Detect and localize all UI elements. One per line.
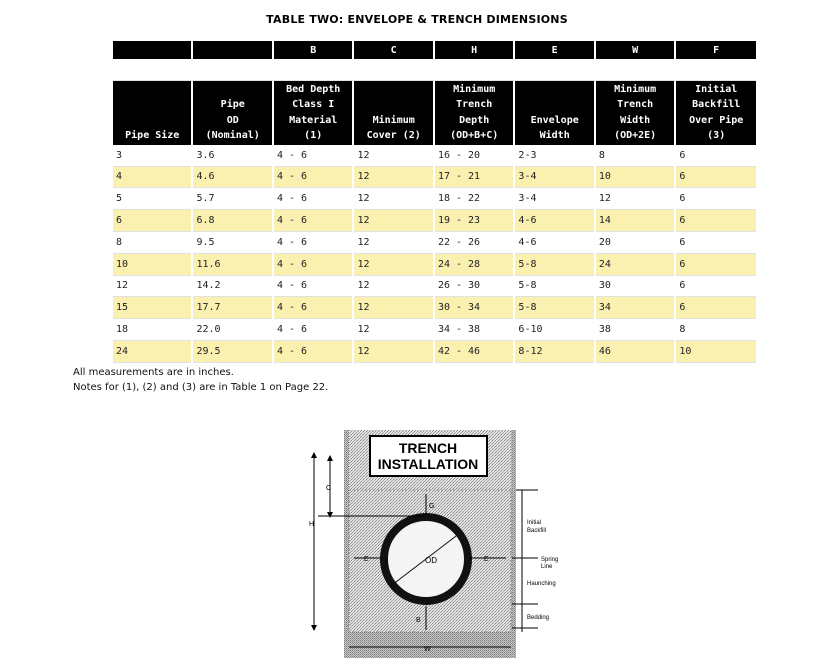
table-cell: 17 - 21 [435,167,513,189]
table-cell: 14.2 [193,276,271,298]
e-left-label: E [364,556,369,563]
table-cell: 4 - 6 [274,319,352,341]
table-cell: 11.6 [193,254,271,276]
diagram-title-line1: TRENCH [398,440,458,456]
table-cell: 24 [596,254,674,276]
table-cell: 4 - 6 [274,167,352,189]
table-cell: 4 - 6 [274,297,352,319]
column-header-line: Over Pipe [689,114,744,126]
table-row [113,297,756,319]
table-row [113,254,756,276]
table-row [113,232,756,254]
od-label: OD [425,556,437,565]
table-cell: 3.6 [193,145,271,167]
table-cell: 6 [676,145,756,167]
table-row [113,319,756,341]
note-units: All measurements are in inches. [73,367,234,378]
table-cell: 14 [596,210,674,232]
column-header-line: Cover (2) [366,130,421,142]
table-cell: 4-6 [515,210,593,232]
column-letter-row [113,41,756,59]
table-cell: 30 [596,276,674,298]
column-header-line: Envelope [530,114,579,126]
table-cell: 6 [676,276,756,298]
table-cell: 12 [113,276,191,298]
table-row [113,276,756,298]
b-label: B [416,617,421,624]
table-cell: 4-6 [515,232,593,254]
diagram-title-line2: INSTALLATION [377,456,479,472]
w-label: W [424,646,431,653]
table-cell: 6 [676,210,756,232]
column-header [113,81,191,145]
column-letter: W [596,41,674,59]
column-header-line: Initial [695,83,738,95]
trench-diagram-svg [306,428,586,658]
table-cell: 22.0 [193,319,271,341]
table-cell: 8 [676,319,756,341]
table-cell: 34 [596,297,674,319]
table-cell: 5-8 [515,297,593,319]
table-cell: 6.8 [193,210,271,232]
table-cell: 12 [354,319,432,341]
table-cell: 22 - 26 [435,232,513,254]
table-cell: 10 [676,341,756,363]
column-letter [113,41,191,59]
column-letter: E [515,41,593,59]
table-row [113,145,756,167]
spring-line-label-1: Spring [541,557,559,563]
g-label: G [429,503,435,510]
column-header-line: (1) [304,130,323,142]
table-cell: 24 [113,341,191,363]
note-reference: Notes for (1), (2) and (3) are in Table 1 on Page 22. [73,382,329,393]
table-cell: 9.5 [193,232,271,254]
table-cell: 6 [676,188,756,210]
table-cell: 6 [676,297,756,319]
table-cell: 12 [354,276,432,298]
column-header-line: Minimum [614,83,657,95]
column-header [274,81,352,145]
column-header-line: Minimum [453,83,496,95]
table-cell: 12 [354,254,432,276]
column-header [435,81,513,145]
bedding-label: Bedding [527,615,550,621]
table-cell: 12 [354,188,432,210]
table-cell: 4.6 [193,167,271,189]
column-header-line: OD [226,114,239,126]
table-cell: 8 [113,232,191,254]
table-cell: 10 [596,167,674,189]
column-header-line: Width [539,130,570,142]
table-cell: 18 - 22 [435,188,513,210]
column-letter: B [274,41,352,59]
column-header-line: Width [620,114,651,126]
column-header-line: Trench [456,99,493,111]
column-header-line: Material [289,114,338,126]
table-cell: 4 - 6 [274,188,352,210]
table-cell: 4 - 6 [274,276,352,298]
table-cell: 6-10 [515,319,593,341]
table-cell: 4 - 6 [274,210,352,232]
c-label: C [326,485,332,492]
table-cell: 5-8 [515,254,593,276]
table-cell: 26 - 30 [435,276,513,298]
column-header-line: Backfill [692,99,741,111]
table-row [113,341,756,363]
table-cell: 4 - 6 [274,145,352,167]
table-cell: 8-12 [515,341,593,363]
table-cell: 12 [596,188,674,210]
table-cell: 12 [354,167,432,189]
e-right-label: E [484,556,489,563]
column-header-line: (3) [707,130,726,142]
table-cell: 29.5 [193,341,271,363]
table-cell: 12 [354,232,432,254]
column-header-line: Pipe Size [125,130,180,142]
column-header [354,81,432,145]
table-title: TABLE TWO: ENVELOPE & TRENCH DIMENSIONS [266,13,568,26]
table-row [113,210,756,232]
spring-line-label-2: Line [541,564,553,570]
table-cell: 6 [676,254,756,276]
column-header [676,81,756,145]
table-cell: 6 [676,167,756,189]
table-row [113,188,756,210]
column-header-line: Pipe [220,99,245,111]
column-letter: H [435,41,513,59]
column-header-line: Bed Depth [286,83,341,95]
table-cell: 12 [354,145,432,167]
column-header-line: Depth [459,114,490,126]
initial-backfill-label-1: Initial [527,520,542,526]
table-cell: 12 [354,210,432,232]
column-header-line: Minimum [372,114,415,126]
table-cell: 12 [354,341,432,363]
table-cell: 5 [113,188,191,210]
column-header-line: Class I [292,99,335,111]
column-letter [193,41,271,59]
table-cell: 4 - 6 [274,232,352,254]
table-cell: 20 [596,232,674,254]
h-label: H [309,521,315,528]
column-header-line: Trench [617,99,654,111]
table-cell: 24 - 28 [435,254,513,276]
column-header [596,81,674,145]
table-cell: 17.7 [193,297,271,319]
column-letter: F [676,41,756,59]
table-cell: 30 - 34 [435,297,513,319]
table-cell: 10 [113,254,191,276]
table-cell: 16 - 20 [435,145,513,167]
column-header-line: (Nominal) [205,130,260,142]
column-header-line: (OD+2E) [614,130,657,142]
table-cell: 4 - 6 [274,341,352,363]
trench-installation-diagram [306,428,586,662]
table-cell: 15 [113,297,191,319]
column-header [193,81,271,145]
initial-backfill-label-2: Backfill [527,528,547,534]
table-cell: 18 [113,319,191,341]
table-cell: 42 - 46 [435,341,513,363]
table-cell: 6 [676,232,756,254]
table-row [113,167,756,189]
table-cell: 2-3 [515,145,593,167]
table-cell: 3-4 [515,188,593,210]
table-cell: 12 [354,297,432,319]
table-cell: 8 [596,145,674,167]
table-cell: 46 [596,341,674,363]
table-cell: 4 [113,167,191,189]
table-cell: 4 - 6 [274,254,352,276]
table-cell: 19 - 23 [435,210,513,232]
column-letter: C [354,41,432,59]
notes [73,365,328,395]
dimensions-table [111,41,758,363]
table-cell: 34 - 38 [435,319,513,341]
haunching-label: Haunching [527,581,556,587]
table-cell: 3-4 [515,167,593,189]
column-header-row [113,81,756,145]
table-cell: 3 [113,145,191,167]
column-header [515,81,593,145]
table-cell: 38 [596,319,674,341]
table-cell: 5.7 [193,188,271,210]
table-cell: 6 [113,210,191,232]
column-header-line: (OD+B+C) [450,130,499,142]
table-cell: 5-8 [515,276,593,298]
